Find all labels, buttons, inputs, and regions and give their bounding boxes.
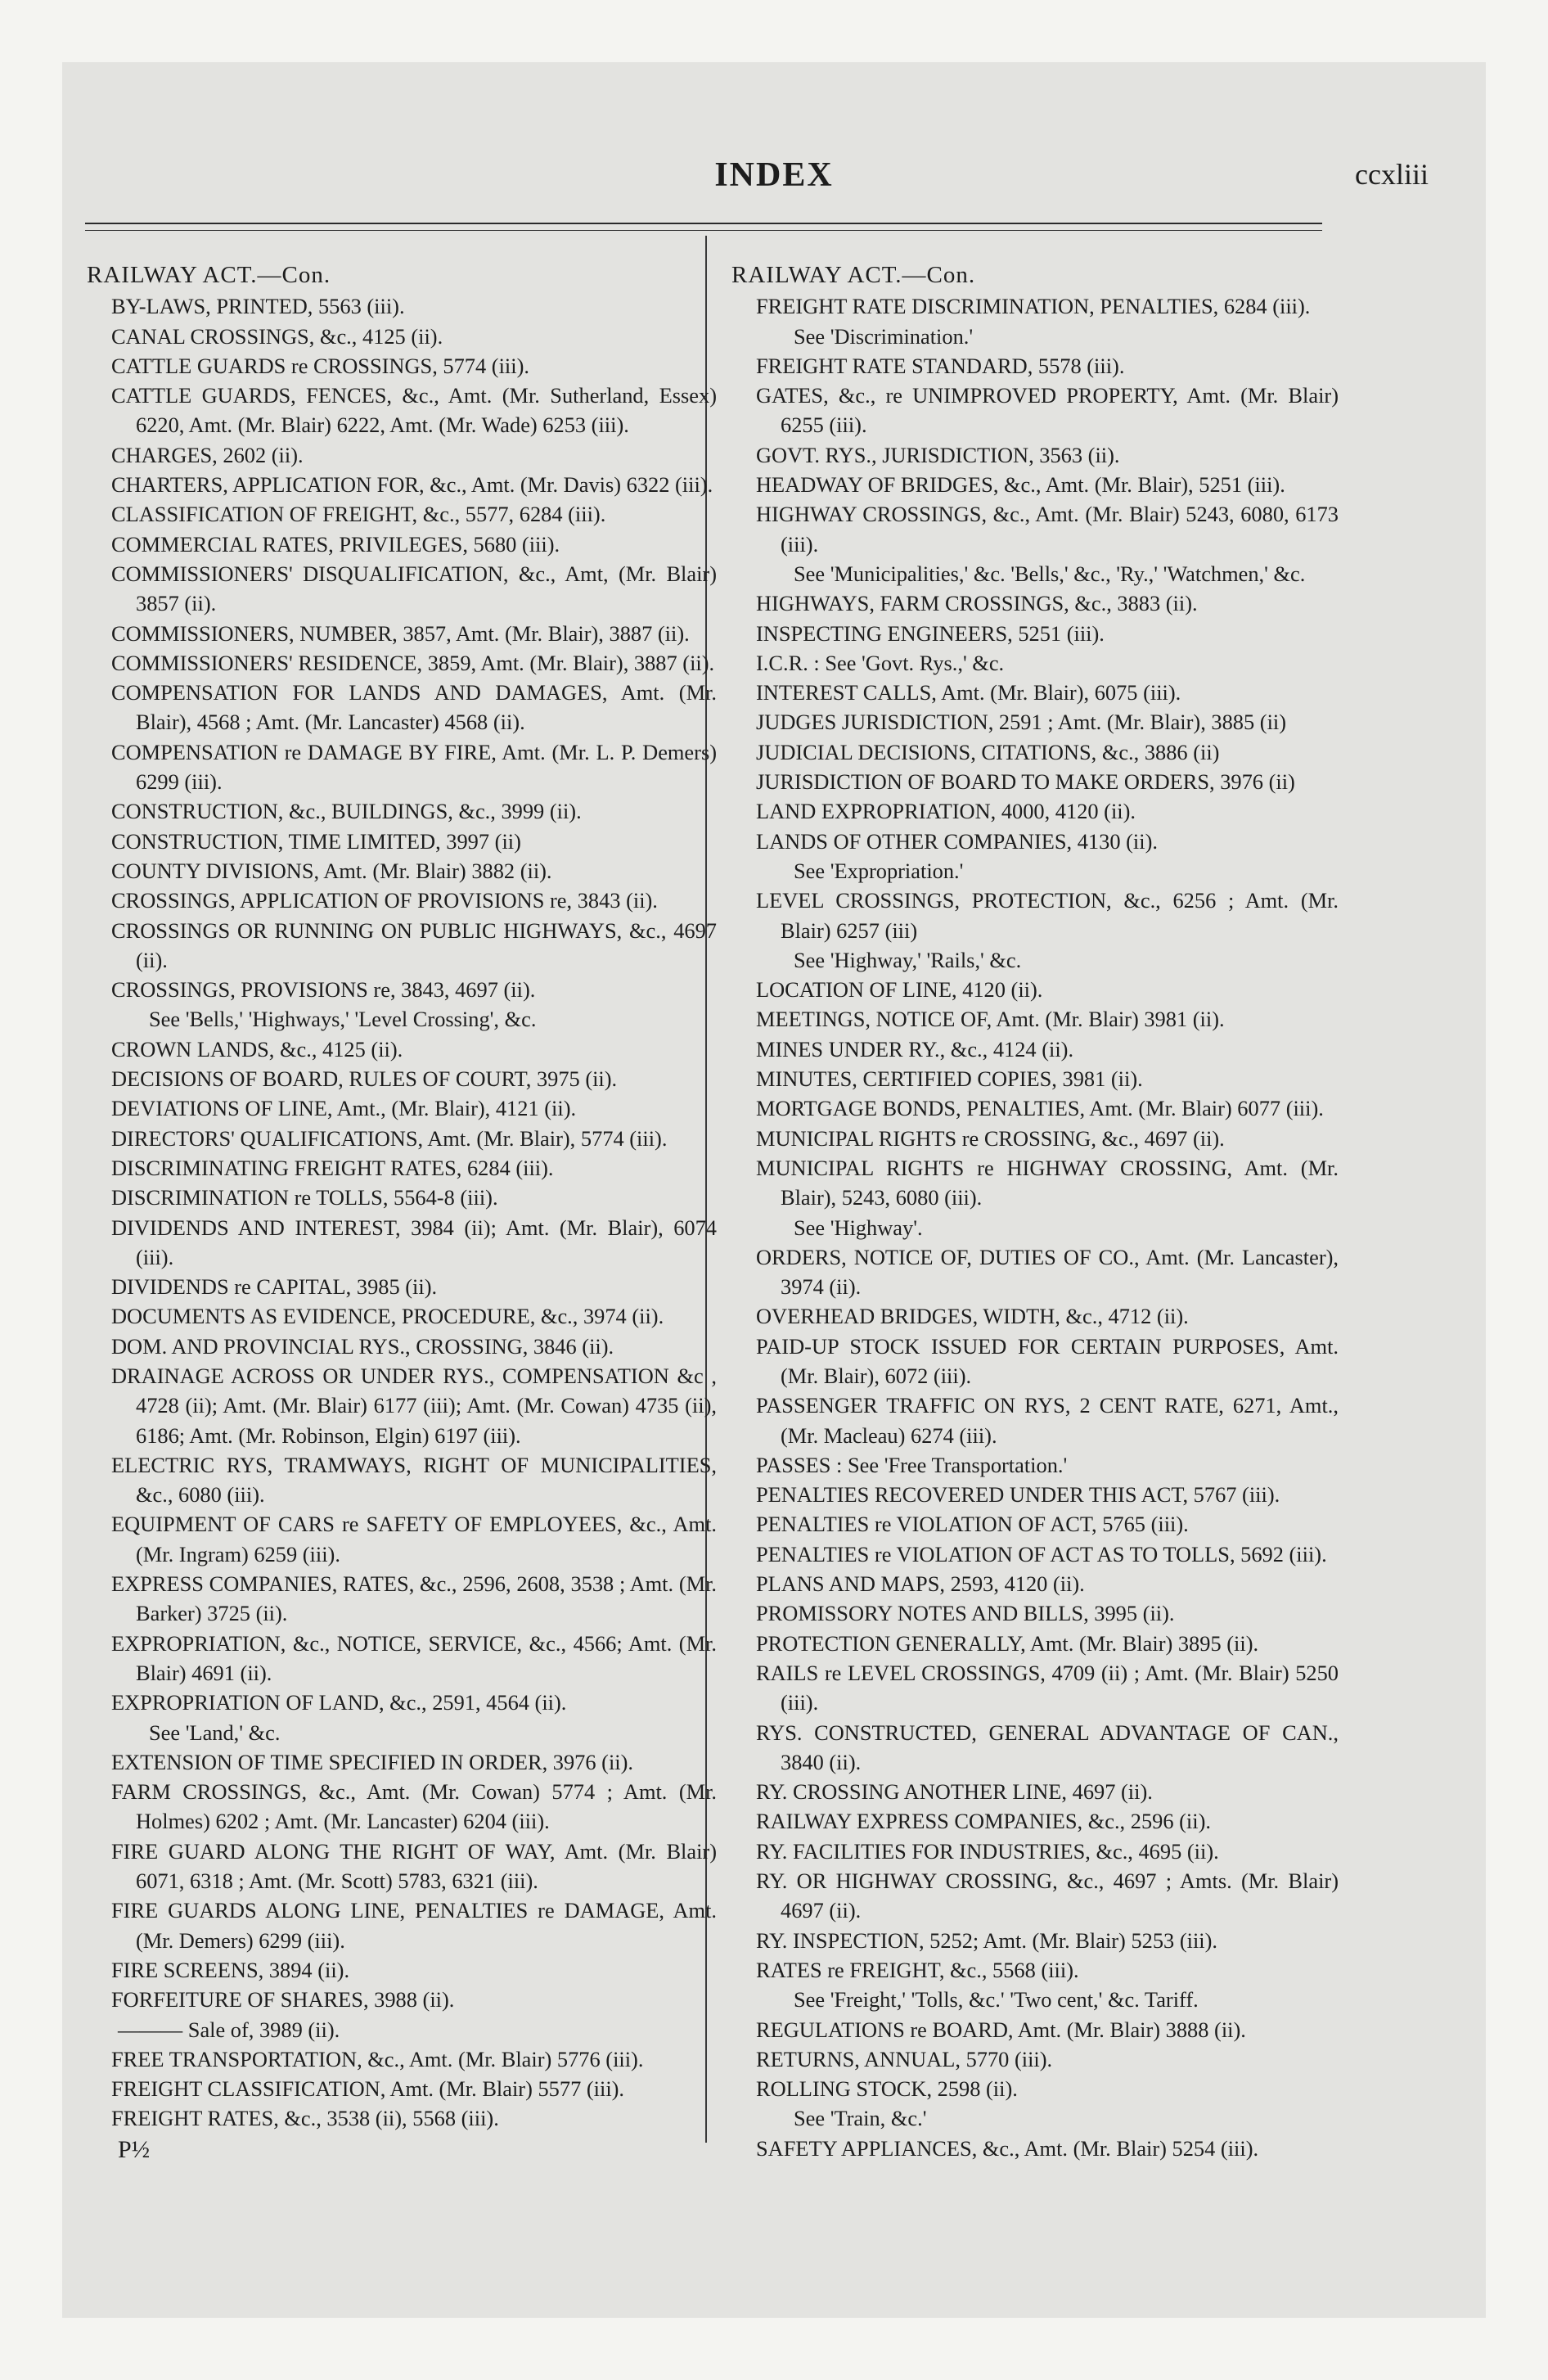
page-number: ccxliii (1355, 158, 1429, 191)
index-entry: CHARGES, 2602 (ii). (111, 442, 304, 467)
index-entry: COMMISSIONERS' DISQUALIFICATION, &c., Amt, (Mr. Blair) 3857 (ii). (111, 561, 717, 616)
index-entry: ORDERS, NOTICE OF, DUTIES OF CO., Amt. (Mr. Lancaster), 3974 (ii). (756, 1244, 1339, 1300)
index-entry: INSPECTING ENGINEERS, 5251 (iii). (756, 620, 1105, 646)
index-entry: PASSES : See 'Free Transportation.' (756, 1452, 1068, 1477)
index-entry: ELECTRIC RYS, TRAMWAYS, RIGHT OF MUNICIPALITIES, &c., 6080 (iii). (111, 1452, 717, 1508)
index-entry: LEVEL CROSSINGS, PROTECTION, &c., 6256 ; Amt. (Mr. Blair) 6257 (iii) (756, 888, 1339, 943)
index-entry: PROTECTION GENERALLY, Amt. (Mr. Blair) 3895 (ii). (756, 1630, 1259, 1656)
index-entry: CATTLE GUARDS, FENCES, &c., Amt. (Mr. Sutherland, Essex) 6220, Amt. (Mr. Blair) 6222, Amt. (Mr. Wade) 6253 (iii). (111, 383, 717, 438)
see-reference: See 'Bells,' 'Highways,' 'Level Crossing', &c. (149, 1007, 537, 1032)
index-entry: PAID-UP STOCK ISSUED FOR CERTAIN PURPOSES, Amt. (Mr. Blair), 6072 (iii). (756, 1333, 1339, 1388)
index-entry: DEVIATIONS OF LINE, Amt., (Mr. Blair), 4121 (ii). (111, 1096, 577, 1121)
index-entry: RYS. CONSTRUCTED, GENERAL ADVANTAGE OF CAN., 3840 (ii). (756, 1720, 1339, 1774)
index-entry: COMMISSIONERS' RESIDENCE, 3859, Amt. (Mr. Blair), 3887 (ii). (111, 650, 715, 675)
index-entry: GATES, &c., re UNIMPROVED PROPERTY, Amt. (Mr. Blair) 6255 (iii). (756, 383, 1339, 438)
index-entry: FARM CROSSINGS, &c., Amt. (Mr. Cowan) 5774 ; Amt. (Mr. Holmes) 6202 ; Amt. (Mr. Lancaster) 6204 (iii). (111, 1779, 717, 1834)
index-entry: COMPENSATION re DAMAGE BY FIRE, Amt. (Mr. L. P. Demers) 6299 (iii). (111, 739, 717, 795)
page-title: INDEX (714, 156, 834, 194)
see-reference: See 'Discrimination.' (794, 323, 974, 349)
index-entry: PENALTIES re VIOLATION OF ACT, 5765 (iii). (756, 1512, 1189, 1537)
index-entry: CROSSINGS OR RUNNING ON PUBLIC HIGHWAYS, &c., 4697 (ii). (111, 917, 717, 972)
index-entry: INTEREST CALLS, Amt. (Mr. Blair), 6075 (iii). (756, 680, 1181, 705)
index-entry: PLANS AND MAPS, 2593, 4120 (ii). (756, 1571, 1085, 1597)
entry-list (756, 886, 1339, 945)
index-entry: RY. OR HIGHWAY CROSSING, &c., 4697 ; Amts. (Mr. Blair) 4697 (ii). (756, 1868, 1339, 1923)
see-reference: See 'Highway,' 'Rails,' &c. (794, 947, 1022, 972)
index-entry: COUNTY DIVISIONS, Amt. (Mr. Blair) 3882 (ii). (111, 858, 552, 883)
index-entry: RATES re FREIGHT, &c., 5568 (iii). (756, 1957, 1079, 1982)
index-entry: DOM. AND PROVINCIAL RYS., CROSSING, 3846 (ii). (111, 1333, 614, 1359)
index-entry: I.C.R. : See 'Govt. Rys.,' &c. (756, 650, 1005, 675)
index-entry: COMMERCIAL RATES, PRIVILEGES, 5680 (iii). (111, 531, 560, 557)
index-entry: HEADWAY OF BRIDGES, &c., Amt. (Mr. Blair), 5251 (iii). (756, 472, 1285, 498)
index-entry: FREIGHT RATE STANDARD, 5578 (iii). (756, 353, 1125, 378)
index-entry: JUDGES JURISDICTION, 2591 ; Amt. (Mr. Blair), 3885 (ii) (756, 710, 1287, 735)
index-entry: EXPRESS COMPANIES, RATES, &c., 2596, 2608, 3538 ; Amt. (Mr. Barker) 3725 (ii). (111, 1571, 717, 1626)
index-entry: FIRE GUARDS ALONG LINE, PENALTIES re DAMAGE, Amt. (Mr. Demers) 6299 (iii). (111, 1898, 717, 1953)
see-reference: See 'Freight,' 'Tolls, &c.' 'Two cent,' &c. Tariff. (794, 1987, 1199, 2013)
entry-list (111, 291, 717, 1004)
index-entry: HIGHWAYS, FARM CROSSINGS, &c., 3883 (ii). (756, 591, 1198, 616)
index-entry: DISCRIMINATING FREIGHT RATES, 6284 (iii). (111, 1155, 554, 1180)
entry-list (111, 1034, 717, 1718)
see-reference: See 'Highway'. (794, 1215, 923, 1240)
index-entry: DIVIDENDS re CAPITAL, 3985 (ii). (111, 1274, 438, 1300)
index-entry: DECISIONS OF BOARD, RULES OF COURT, 3975 (ii). (111, 1066, 618, 1092)
index-entry: CONSTRUCTION, &c., BUILDINGS, &c., 3999 (ii). (111, 799, 582, 824)
entry-list (756, 1242, 1339, 1985)
entry-list (756, 975, 1339, 1212)
index-entry: SAFETY APPLIANCES, &c., Amt. (Mr. Blair) 5254 (iii). (756, 2135, 1259, 2161)
index-entry: EXTENSION OF TIME SPECIFIED IN ORDER, 3976 (ii). (111, 1749, 634, 1774)
index-entry: JURISDICTION OF BOARD TO MAKE ORDERS, 3976 (ii) (756, 769, 1295, 795)
see-reference: See 'Municipalities,' &c. 'Bells,' &c., 'Ry.,' 'Watchmen,' &c. (794, 561, 1306, 586)
entry-list (756, 588, 1339, 856)
entry-list (111, 2044, 717, 2134)
index-entry: FREIGHT RATE DISCRIMINATION, PENALTIES, 6284 (iii). (756, 294, 1311, 319)
header-rule (85, 223, 1322, 224)
index-entry: FREIGHT RATES, &c., 3538 (ii), 5568 (iii). (111, 2106, 499, 2131)
index-entry: CROSSINGS, PROVISIONS re, 3843, 4697 (ii). (111, 977, 536, 1003)
index-entry: RETURNS, ANNUAL, 5770 (iii). (756, 2046, 1053, 2071)
index-entry: PROMISSORY NOTES AND BILLS, 3995 (ii). (756, 1601, 1175, 1626)
index-entry: MEETINGS, NOTICE OF, Amt. (Mr. Blair) 3981 (ii). (756, 1007, 1225, 1032)
index-entry: RAILS re LEVEL CROSSINGS, 4709 (ii) ; Amt. (Mr. Blair) 5250 (iii). (756, 1660, 1339, 1715)
index-entry: MUNICIPAL RIGHTS re CROSSING, &c., 4697 (ii). (756, 1125, 1225, 1151)
index-entry: FORFEITURE OF SHARES, 3988 (ii). (111, 1987, 455, 2013)
index-entry: CHARTERS, APPLICATION FOR, &c., Amt. (Mr. Davis) 6322 (iii). (111, 472, 713, 498)
index-entry: ROLLING STOCK, 2598 (ii). (756, 2076, 1018, 2102)
left-column (87, 260, 717, 2165)
index-entry: FREE TRANSPORTATION, &c., Amt. (Mr. Blair) 5776 (iii). (111, 2046, 644, 2071)
entry-list (756, 2015, 1339, 2104)
index-entry: MUNICIPAL RIGHTS re HIGHWAY CROSSING, Amt. (Mr. Blair), 5243, 6080 (iii). (756, 1155, 1339, 1210)
index-entry: DOCUMENTS AS EVIDENCE, PROCEDURE, &c., 3974 (ii). (111, 1304, 664, 1329)
right-column (731, 260, 1339, 2163)
entry-list (756, 351, 1339, 559)
index-entry: DISCRIMINATION re TOLLS, 5564-8 (iii). (111, 1185, 498, 1210)
index-entry: JUDICIAL DECISIONS, CITATIONS, &c., 3886 (ii) (756, 739, 1220, 764)
index-entry: DIVIDENDS AND INTEREST, 3984 (ii); Amt. (Mr. Blair), 6074 (iii). (111, 1215, 717, 1269)
entry-list (756, 2134, 1339, 2163)
entry-list (111, 1747, 717, 2015)
index-entry: GOVT. RYS., JURISDICTION, 3563 (ii). (756, 442, 1120, 467)
index-entry: MINES UNDER RY., &c., 4124 (ii). (756, 1036, 1074, 1062)
index-entry: CANAL CROSSINGS, &c., 4125 (ii). (111, 323, 443, 349)
index-entry: CROSSINGS, APPLICATION OF PROVISIONS re, 3843 (ii). (111, 888, 658, 913)
index-entry: RAILWAY EXPRESS COMPANIES, &c., 2596 (ii). (756, 1809, 1211, 1834)
index-entry: LOCATION OF LINE, 4120 (ii). (756, 977, 1043, 1003)
index-entry: DRAINAGE ACROSS OR UNDER RYS., COMPENSATION &c , 4728 (ii); Amt. (Mr. Blair) 6177 (iii); Amt. (Mr. Cowan) 4735 (ii), 6186; Amt. (Mr. Robinson, Elgin) 6197 (iii). (111, 1363, 717, 1448)
see-reference: See 'Train, &c.' (794, 2106, 927, 2131)
index-entry: LANDS OF OTHER COMPANIES, 4130 (ii). (756, 828, 1158, 854)
index-entry: REGULATIONS re BOARD, Amt. (Mr. Blair) 3888 (ii). (756, 2017, 1246, 2042)
index-entry: BY-LAWS, PRINTED, 5563 (iii). (111, 294, 405, 319)
header-rule-thin (85, 230, 1322, 231)
index-entry: MORTGAGE BONDS, PENALTIES, Amt. (Mr. Blair) 6077 (iii). (756, 1096, 1324, 1121)
signature-mark: P½ (118, 2135, 151, 2163)
index-entry: RY. FACILITIES FOR INDUSTRIES, &c., 4695 (ii). (756, 1838, 1219, 1864)
see-reference: See 'Land,' &c. (149, 1720, 281, 1745)
sub-entry: ——— Sale of, 3989 (ii). (118, 2017, 340, 2042)
index-entry: EXPROPRIATION, &c., NOTICE, SERVICE, &c., 4566; Amt. (Mr. Blair) 4691 (ii). (111, 1630, 717, 1685)
index-entry: PENALTIES re VIOLATION OF ACT AS TO TOLLS, 5692 (iii). (756, 1541, 1327, 1566)
index-entry: FIRE GUARD ALONG THE RIGHT OF WAY, Amt. (Mr. Blair) 6071, 6318 ; Amt. (Mr. Scott) 5783, 6321 (iii). (111, 1838, 717, 1894)
index-entry: FIRE SCREENS, 3894 (ii). (111, 1957, 350, 1982)
index-entry: DIRECTORS' QUALIFICATIONS, Amt. (Mr. Blair), 5774 (iii). (111, 1125, 668, 1151)
index-entry: EQUIPMENT OF CARS re SAFETY OF EMPLOYEES, &c., Amt. (Mr. Ingram) 6259 (iii). (111, 1512, 717, 1566)
index-entry: OVERHEAD BRIDGES, WIDTH, &c., 4712 (ii). (756, 1304, 1189, 1329)
index-entry: HIGHWAY CROSSINGS, &c., Amt. (Mr. Blair) 5243, 6080, 6173 (iii). (756, 502, 1339, 557)
index-entry: PASSENGER TRAFFIC ON RYS, 2 CENT RATE, 6271, Amt., (Mr. Macleau) 6274 (iii). (756, 1393, 1339, 1448)
index-entry: CONSTRUCTION, TIME LIMITED, 3997 (ii) (111, 828, 521, 854)
see-reference: See 'Expropriation.' (794, 858, 964, 883)
index-entry: LAND EXPROPRIATION, 4000, 4120 (ii). (756, 799, 1136, 824)
index-entry: FREIGHT CLASSIFICATION, Amt. (Mr. Blair) 5577 (iii). (111, 2076, 625, 2102)
index-entry: MINUTES, CERTIFIED COPIES, 3981 (ii). (756, 1066, 1143, 1092)
index-entry: CROWN LANDS, &c., 4125 (ii). (111, 1036, 403, 1062)
index-entry: EXPROPRIATION OF LAND, &c., 2591, 4564 (ii). (111, 1690, 567, 1715)
entry-list (756, 291, 1339, 321)
index-entry: COMMISSIONERS, NUMBER, 3857, Amt. (Mr. Blair), 3887 (ii). (111, 620, 690, 646)
page-header (62, 98, 1486, 194)
index-entry: RY. INSPECTION, 5252; Amt. (Mr. Blair) 5253 (iii). (756, 1927, 1217, 1953)
index-entry: COMPENSATION FOR LANDS AND DAMAGES, Amt. (Mr. Blair), 4568 ; Amt. (Mr. Lancaster) 4568 (ii). (111, 680, 717, 735)
index-entry: CLASSIFICATION OF FREIGHT, &c., 5577, 6284 (iii). (111, 502, 606, 527)
index-entry: RY. CROSSING ANOTHER LINE, 4697 (ii). (756, 1779, 1153, 1805)
index-entry: CATTLE GUARDS re CROSSINGS, 5774 (iii). (111, 353, 529, 378)
index-entry: PENALTIES RECOVERED UNDER THIS ACT, 5767 (iii). (756, 1482, 1280, 1508)
column-heading: RAILWAY ACT.—Con. (87, 262, 331, 288)
column-heading: RAILWAY ACT.—Con. (731, 262, 976, 288)
